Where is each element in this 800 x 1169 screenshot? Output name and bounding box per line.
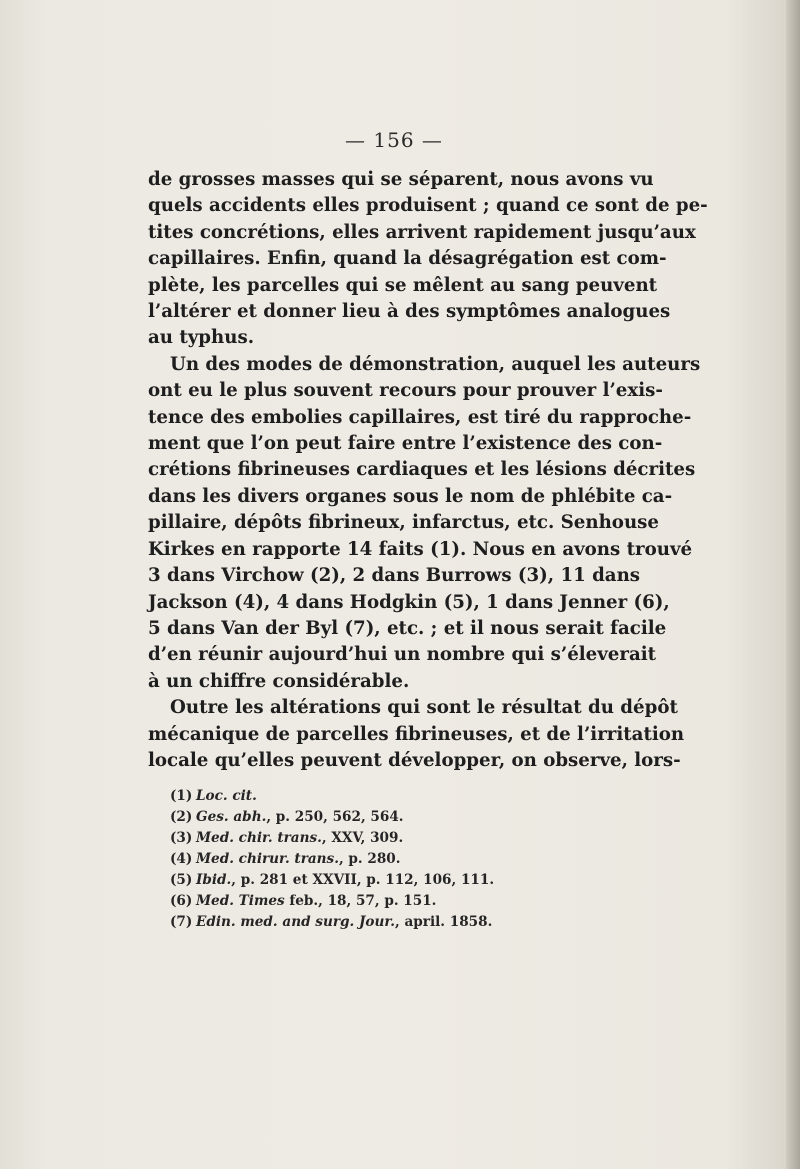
paragraph-1 bbox=[148, 167, 708, 352]
footnote-number: (4) bbox=[170, 851, 193, 867]
footnote bbox=[170, 807, 620, 828]
footnote-source: Loc. cit. bbox=[196, 788, 257, 804]
text-line: au typhus. bbox=[148, 327, 255, 349]
footnote-source: Edin. med. and surg. Jour. bbox=[196, 914, 396, 930]
text-line: ont eu le plus souvent recours pour prouver l’exis- bbox=[148, 380, 663, 402]
text-line: 3 dans Virchow (2), 2 dans Burrows (3), 11 dans bbox=[148, 565, 641, 587]
page-number: — 156 — bbox=[345, 128, 443, 152]
footnote bbox=[170, 912, 620, 933]
footnote-source: Med. chir. trans. bbox=[196, 830, 322, 846]
footnote-number: (5) bbox=[170, 872, 193, 888]
footnotes bbox=[170, 786, 620, 933]
footnote-detail: , p. 281 et XXVII, p. 112, 106, 111. bbox=[231, 872, 495, 888]
text-line: tites concrétions, elles arrivent rapidement jusqu’aux bbox=[148, 221, 696, 243]
text-line: Outre les altérations qui sont le résultat du dépôt bbox=[170, 697, 678, 719]
text-line: pillaire, dépôts fibrineux, infarctus, etc. Senhouse bbox=[148, 512, 659, 534]
footnote bbox=[170, 828, 620, 849]
text-line: mécanique de parcelles fibrineuses, et de l’irritation bbox=[148, 723, 685, 745]
footnote-detail: , p. 250, 562, 564. bbox=[266, 809, 404, 825]
footnote-source: Ges. abh. bbox=[196, 809, 267, 825]
footnote-source: Med. Times bbox=[196, 893, 285, 909]
text-line: Kirkes en rapporte 14 faits (1). Nous en avons trouvé bbox=[148, 538, 693, 560]
text-line: locale qu’elles peuvent développer, on observe, lors- bbox=[148, 749, 681, 771]
footnote-detail: , XXV, 309. bbox=[321, 830, 404, 846]
footnote-source: Ibid. bbox=[196, 872, 232, 888]
text-line: tence des embolies capillaires, est tiré du rapproche- bbox=[148, 406, 692, 428]
footnote-detail: , p. 280. bbox=[338, 851, 401, 867]
text-line: Jackson (4), 4 dans Hodgkin (5), 1 dans Jenner (6), bbox=[148, 591, 670, 613]
main-text bbox=[148, 167, 708, 774]
text-line: 5 dans Van der Byl (7), etc. ; et il nous serait facile bbox=[148, 617, 667, 639]
text-line: plète, les parcelles qui se mêlent au sang peuvent bbox=[148, 274, 658, 296]
paragraph-3 bbox=[148, 695, 685, 774]
text-line: Un des modes de démonstration, auquel les auteurs bbox=[170, 353, 701, 375]
footnote-source: Med. chirur. trans. bbox=[196, 851, 339, 867]
text-line: dans les divers organes sous le nom de phlébite ca- bbox=[148, 485, 673, 507]
footnote-detail: , april. 1858. bbox=[395, 914, 493, 930]
text-line: quels accidents elles produisent ; quand ce sont de pe- bbox=[148, 195, 708, 217]
footnote-number: (1) bbox=[170, 788, 193, 804]
footnote bbox=[170, 891, 620, 912]
footnote-number: (7) bbox=[170, 914, 193, 930]
footnote bbox=[170, 786, 620, 807]
text-line: capillaires. Enfin, quand la désagrégation est com- bbox=[148, 248, 667, 270]
text-line: à un chiffre considérable. bbox=[148, 670, 410, 692]
footnote bbox=[170, 849, 620, 870]
text-line: ment que l’on peut faire entre l’existence des con- bbox=[148, 433, 663, 455]
text-line: crétions fibrineuses cardiaques et les lésions décrites bbox=[148, 459, 696, 481]
footnote-number: (6) bbox=[170, 893, 193, 909]
text-line: d’en réunir aujourd’hui un nombre qui s’éleverait bbox=[148, 644, 657, 666]
footnote-number: (2) bbox=[170, 809, 193, 825]
footnote bbox=[170, 870, 620, 891]
footnote-detail: feb., 18, 57, p. 151. bbox=[284, 893, 437, 909]
page-edge-shadow bbox=[786, 0, 800, 1169]
text-line: l’altérer et donner lieu à des symptômes analogues bbox=[148, 301, 671, 323]
footnote-number: (3) bbox=[170, 830, 193, 846]
paragraph-2 bbox=[148, 352, 701, 695]
text-line: de grosses masses qui se séparent, nous avons vu bbox=[148, 169, 654, 190]
